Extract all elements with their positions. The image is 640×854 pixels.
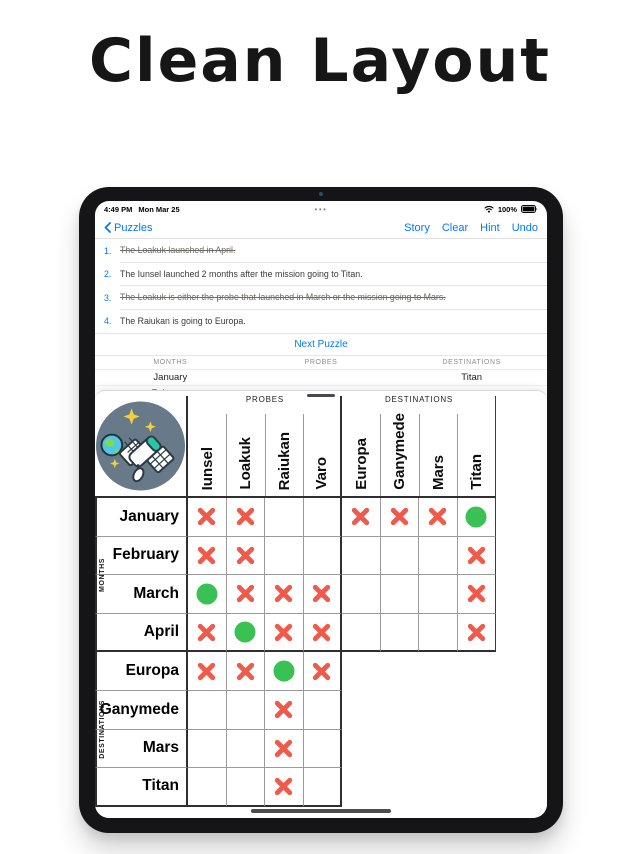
cross-mark-icon (271, 697, 296, 722)
cross-mark-icon (194, 504, 219, 529)
dot-mark-icon (233, 620, 257, 644)
grid-column-header: Iunsel (188, 396, 227, 498)
wifi-icon (484, 205, 494, 213)
grid-spacer (381, 768, 420, 807)
grid-cell[interactable] (381, 537, 420, 576)
grid-cell[interactable] (188, 768, 227, 807)
grid-cell[interactable] (265, 730, 304, 769)
solution-table-row (95, 370, 547, 386)
cross-mark-icon (233, 659, 258, 684)
grid-column-header: Ganymede (381, 396, 420, 498)
satellite-icon (95, 400, 186, 492)
clue-text: The Loakuk is either the probe that launched in March or the mission going to Mars. (120, 286, 547, 310)
next-puzzle-button[interactable]: Next Puzzle (294, 339, 348, 350)
grid-cell[interactable] (381, 575, 420, 614)
group-label-probes: PROBES (245, 395, 285, 404)
grid-cell[interactable] (458, 498, 497, 537)
cross-mark-icon (309, 581, 334, 606)
grid-spacer (419, 768, 458, 807)
cross-mark-icon (194, 620, 219, 645)
front-camera-icon (319, 192, 323, 196)
clue-text: The Raiukan is going to Europa. (120, 316, 246, 327)
grid-cell[interactable] (304, 614, 343, 653)
home-indicator[interactable] (251, 809, 391, 813)
cross-mark-icon (194, 659, 219, 684)
side-label-months: MONTHS (98, 558, 106, 593)
grid-column-header: Loakuk (227, 396, 266, 498)
grid-cell[interactable] (265, 768, 304, 807)
grid-spacer (419, 730, 458, 769)
grid-cell[interactable] (304, 730, 343, 769)
group-label-destinations: DESTINATIONS (384, 395, 454, 404)
grid-cell[interactable] (342, 537, 381, 576)
grid-cell[interactable] (458, 575, 497, 614)
cross-mark-icon (348, 504, 373, 529)
dot-mark-icon (195, 582, 219, 606)
column-header: MONTHS (153, 359, 188, 366)
grid-row-label: Titan (95, 768, 188, 807)
grid-cell[interactable] (265, 691, 304, 730)
cross-mark-icon (233, 543, 258, 568)
grid-cell[interactable] (227, 575, 266, 614)
clue-number: 1. (104, 245, 112, 256)
grid-cell[interactable] (188, 652, 227, 691)
cross-mark-icon (271, 736, 296, 761)
puzzle-icon-cell (95, 396, 188, 498)
solution-table-header (95, 356, 547, 370)
cross-mark-icon (309, 659, 334, 684)
grid-row-label: April (95, 614, 188, 653)
clue-number: 4. (104, 316, 112, 327)
grid-cell[interactable] (304, 575, 343, 614)
cross-mark-icon (233, 581, 258, 606)
grid-column-header: Raiukan (265, 396, 304, 498)
cross-mark-icon (464, 543, 489, 568)
status-bar (95, 201, 547, 217)
grid-cell[interactable] (419, 498, 458, 537)
grid-spacer (342, 768, 381, 807)
status-time: 4:49 PM (104, 204, 133, 214)
multitask-dots-icon: ••• (314, 204, 328, 214)
solution-table-cell: January (153, 372, 188, 383)
grid-cell[interactable] (188, 498, 227, 537)
grid-cell[interactable] (342, 575, 381, 614)
grid-row-label: Ganymede (95, 691, 188, 730)
grid-spacer (458, 691, 497, 730)
grid-cell[interactable] (188, 614, 227, 653)
cross-mark-icon (425, 504, 450, 529)
dot-mark-icon (464, 505, 488, 529)
grid-cell[interactable] (265, 652, 304, 691)
grid-cell[interactable] (381, 614, 420, 653)
grid-spacer (342, 691, 381, 730)
solution-table-cell: Titan (461, 372, 483, 383)
grid-spacer (419, 652, 458, 691)
grid-spacer (381, 691, 420, 730)
grid-sheet (95, 390, 547, 818)
headline: Clean Layout (89, 26, 551, 96)
battery-icon (521, 205, 538, 213)
ipad-device-frame (79, 187, 563, 833)
grid-column-header: Varo (304, 396, 343, 498)
grid-cell[interactable] (227, 652, 266, 691)
grid-column-header: Mars (419, 396, 458, 498)
ipad-screen (95, 201, 547, 818)
grid-cell[interactable] (304, 652, 343, 691)
cross-mark-icon (387, 504, 412, 529)
column-header: PROBES (304, 359, 338, 366)
grid-cell[interactable] (342, 614, 381, 653)
grid-cell[interactable] (304, 498, 343, 537)
grid-cell[interactable] (227, 498, 266, 537)
grid-column-header: Europa (342, 396, 381, 498)
side-label-destinations: DESTINATIONS (98, 700, 106, 759)
status-date: Mon Mar 25 (138, 204, 180, 214)
grid-column-header: Titan (458, 396, 497, 498)
grid-row-label: January (95, 498, 188, 537)
solution-table-cell (246, 370, 397, 385)
grid-cell[interactable] (265, 575, 304, 614)
cross-mark-icon (271, 581, 296, 606)
grid-row-label: March (95, 575, 188, 614)
grid-cell[interactable] (419, 614, 458, 653)
cross-mark-icon (271, 620, 296, 645)
grid-cell[interactable] (458, 614, 497, 653)
grid-cell[interactable] (342, 498, 381, 537)
cross-mark-icon (271, 774, 296, 799)
clue-item[interactable] (95, 310, 547, 334)
logic-grid (95, 396, 496, 807)
clue-number: 3. (104, 292, 112, 303)
clue-item[interactable] (95, 263, 547, 287)
grid-cell[interactable] (188, 730, 227, 769)
clue-text: The Loakuk launched in April. (120, 239, 547, 263)
grid-cell[interactable] (419, 575, 458, 614)
grid-cell[interactable] (188, 691, 227, 730)
grid-spacer (458, 730, 497, 769)
nav-bar (95, 217, 547, 239)
grid-row-label: Mars (95, 730, 188, 769)
grid-cell[interactable] (265, 614, 304, 653)
cross-mark-icon (233, 504, 258, 529)
grid-cell[interactable] (304, 768, 343, 807)
cross-mark-icon (194, 543, 219, 568)
grid-cell[interactable] (304, 537, 343, 576)
chevron-left-icon (104, 222, 111, 233)
grid-cell[interactable] (227, 614, 266, 653)
grid-cell[interactable] (458, 537, 497, 576)
cross-mark-icon (464, 581, 489, 606)
grid-cell[interactable] (227, 691, 266, 730)
grid-cell[interactable] (419, 537, 458, 576)
grid-cell[interactable] (304, 691, 343, 730)
grid-spacer (458, 652, 497, 691)
grid-spacer (342, 730, 381, 769)
grid-spacer (381, 730, 420, 769)
nav-action-hint[interactable]: Hint (480, 221, 500, 234)
grid-cell[interactable] (227, 768, 266, 807)
battery-percent: 100% (497, 204, 517, 214)
clue-item[interactable] (95, 286, 547, 310)
grid-spacer (419, 691, 458, 730)
grid-cell[interactable] (227, 537, 266, 576)
nav-action-story[interactable]: Story (404, 221, 430, 234)
nav-actions (404, 222, 538, 234)
clue-number: 2. (104, 269, 112, 280)
grid-cell[interactable] (188, 575, 227, 614)
grid-cell[interactable] (188, 537, 227, 576)
back-button[interactable] (104, 222, 153, 234)
grid-cell[interactable] (227, 730, 266, 769)
grid-spacer (381, 652, 420, 691)
clue-list (95, 239, 547, 333)
nav-action-clear[interactable]: Clear (441, 221, 469, 234)
back-button-label: Puzzles (114, 221, 153, 234)
next-puzzle-row (95, 333, 547, 356)
cross-mark-icon (309, 620, 334, 645)
grid-row-label: February (95, 537, 188, 576)
grid-row-label: Europa (95, 652, 188, 691)
grid-cell[interactable] (265, 498, 304, 537)
clue-item[interactable] (95, 239, 547, 263)
grid-cell[interactable] (265, 537, 304, 576)
clue-text: The Iunsel launched 2 months after the mission going to Titan. (120, 263, 547, 287)
grid-spacer (342, 652, 381, 691)
nav-action-undo[interactable]: Undo (511, 221, 538, 234)
column-header: DESTINATIONS (442, 359, 501, 366)
grid-spacer (458, 768, 497, 807)
cross-mark-icon (464, 620, 489, 645)
grid-cell[interactable] (381, 498, 420, 537)
dot-mark-icon (272, 659, 296, 683)
